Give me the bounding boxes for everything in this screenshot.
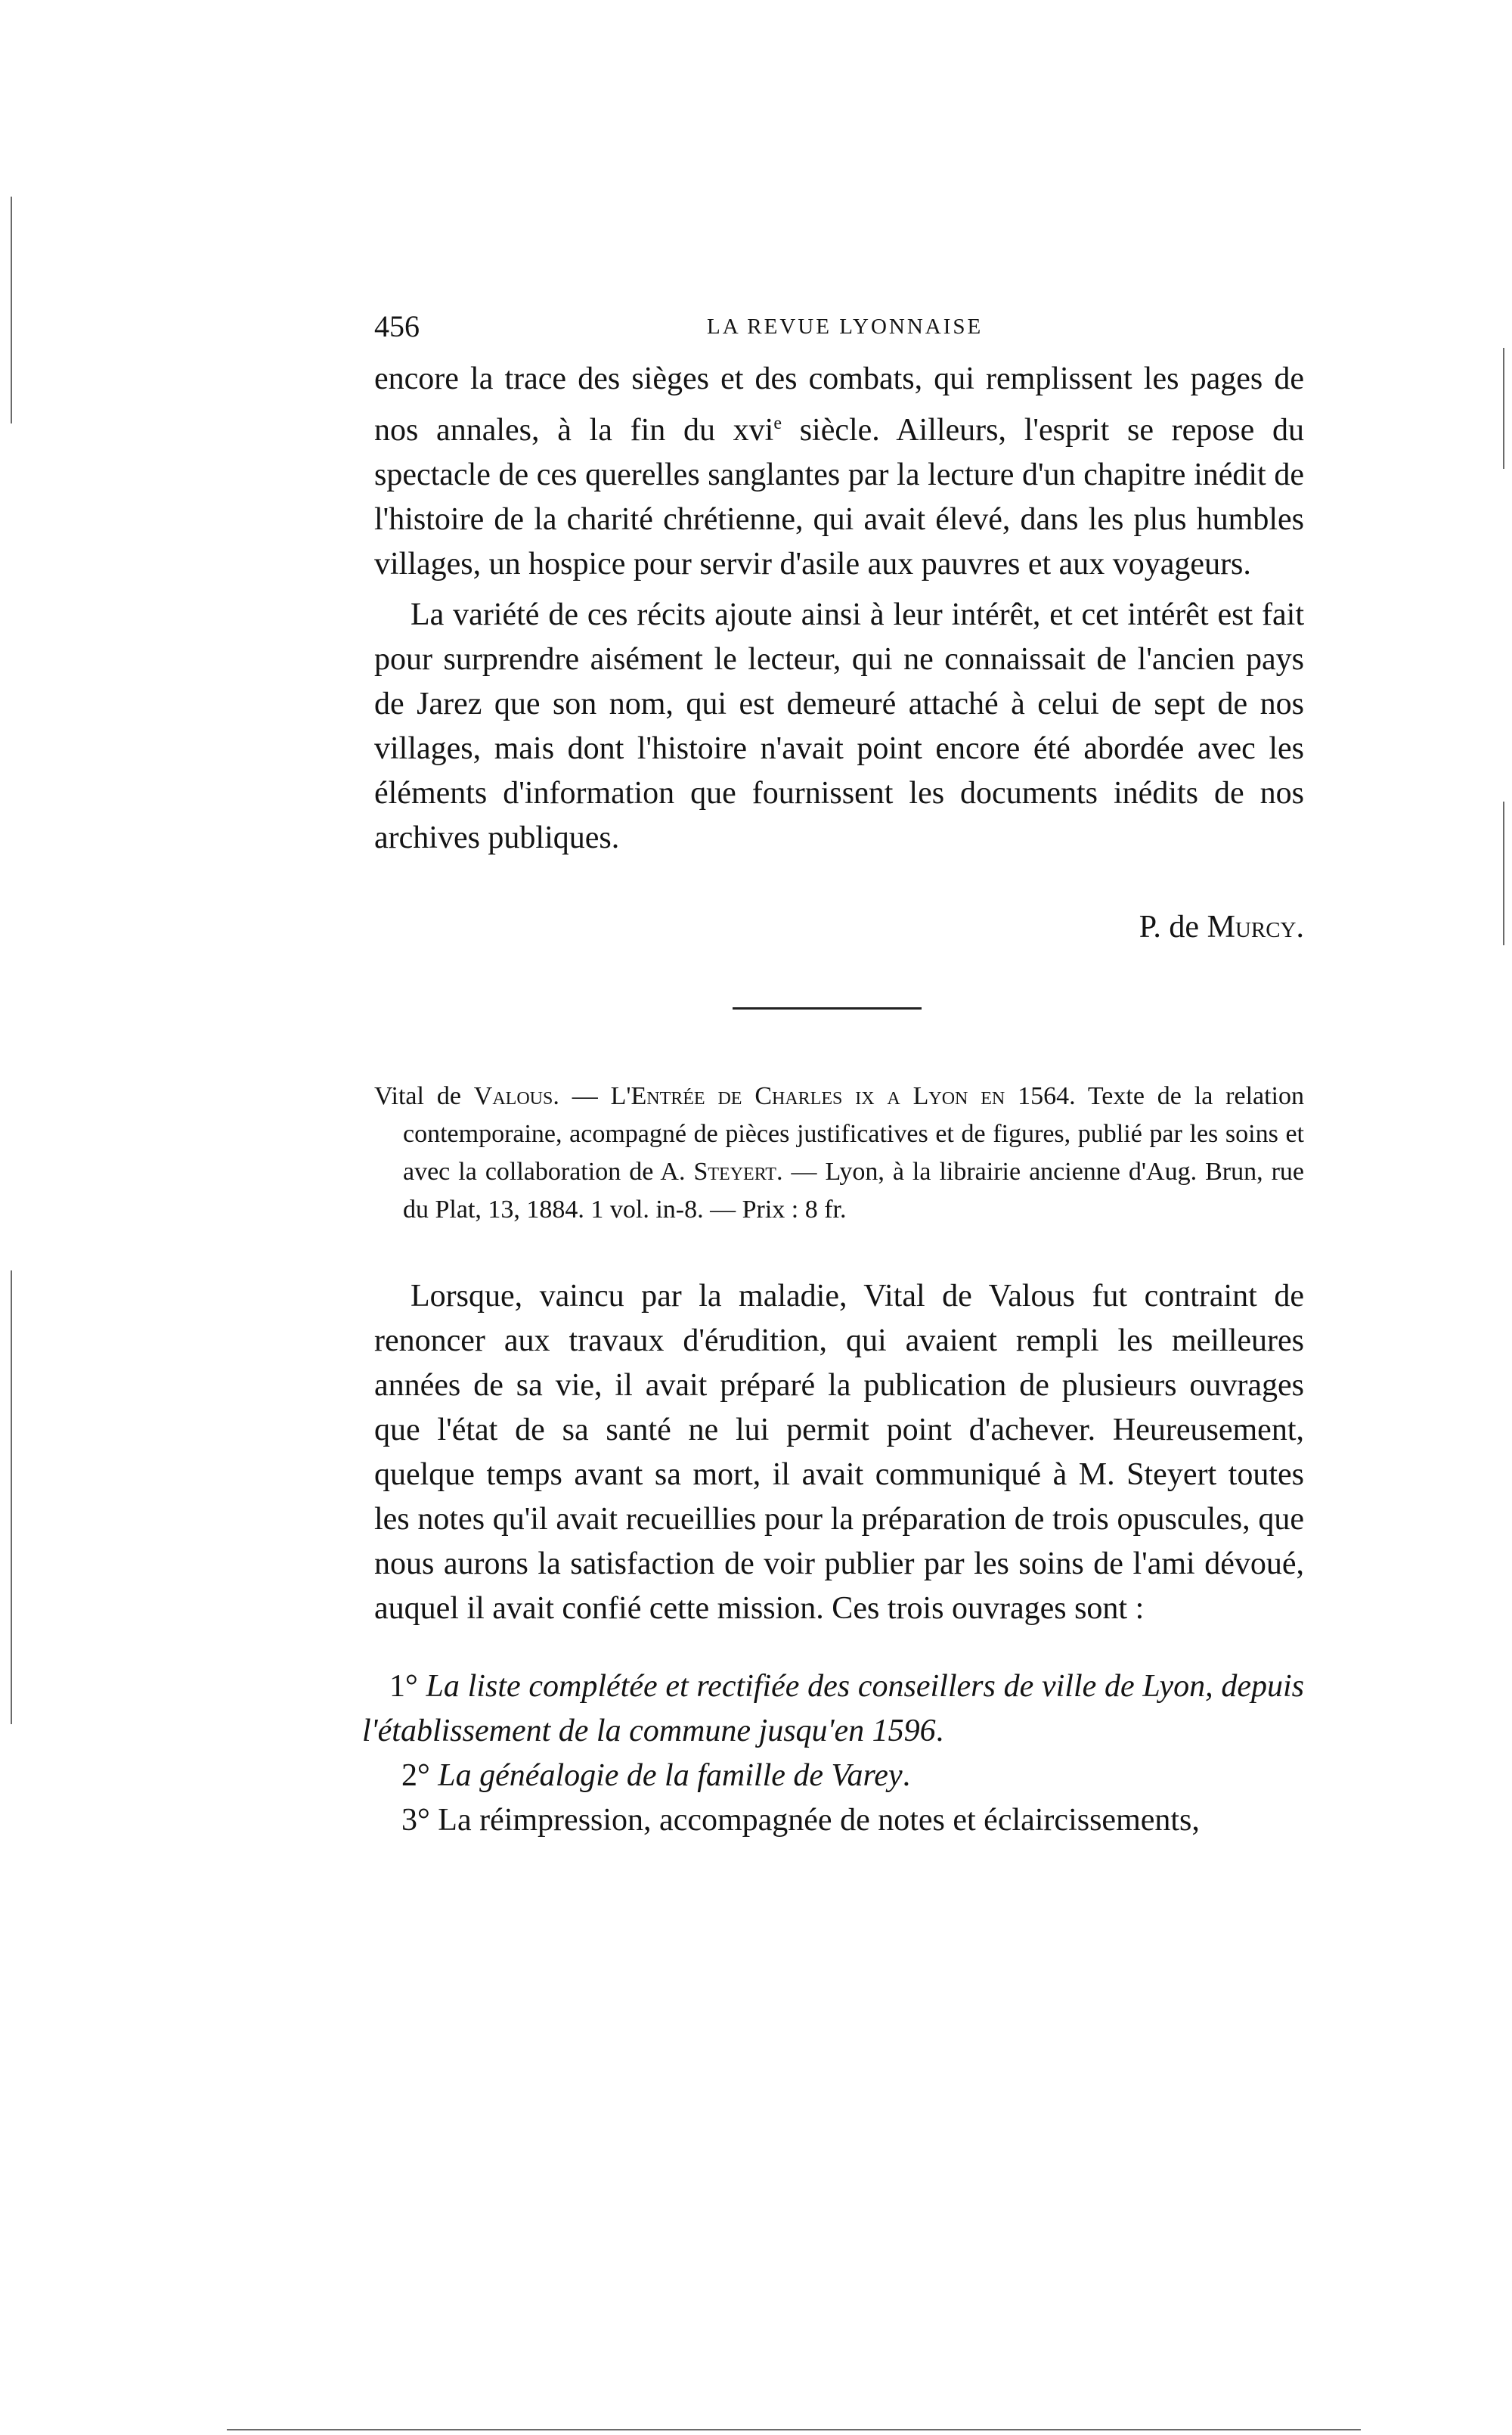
signature	[374, 909, 1304, 945]
signature-name: Murcy	[1207, 910, 1297, 945]
paragraph-variety: La variété de ces récits ajoute ainsi à leur intérêt, et cet intérêt est fait pour surprendre aisément le lecteur, qui ne connaissait de l'ancien pays de Jarez que son nom, qui est demeuré attaché à celui de sept de nos villages, mais dont l'histoire n'avait point encore été abordée avec les éléments d'information que fournissent les documents inédits de nos archives publiques.	[374, 597, 1304, 855]
section-divider	[733, 1007, 922, 1010]
signature-prefix: P. de	[1139, 910, 1207, 945]
century-superscript: e	[773, 414, 782, 433]
page-number: 456	[374, 309, 420, 343]
bib-year: 1564	[1005, 1082, 1070, 1110]
works-item-1	[362, 1664, 1304, 1754]
scan-margin-line-right	[1503, 348, 1504, 469]
paragraph-siege	[374, 357, 1304, 587]
bib-separator: . —	[553, 1082, 611, 1110]
bib-title: L'Entrée de Charles ix a Lyon en	[610, 1082, 1005, 1110]
scan-margin-line-left	[11, 197, 12, 423]
works-item-3	[374, 1798, 1304, 1843]
bib-collaborator: Steyert	[693, 1158, 776, 1186]
bib-author-prefix: Vital de	[374, 1082, 474, 1110]
bib-author-name: Valous	[473, 1082, 553, 1110]
signature-suffix: .	[1296, 910, 1304, 945]
works-item-2-title: La généalogie de la famille de Varey	[438, 1758, 903, 1793]
journal-title: LA REVUE LYONNAISE	[707, 315, 984, 339]
page	[362, 302, 1305, 1843]
running-head	[374, 302, 1304, 348]
works-list	[362, 1664, 1305, 1843]
works-item-2	[374, 1754, 1304, 1798]
works-item-1-end: .	[935, 1714, 944, 1748]
scan-margin-line-right-lower	[1503, 802, 1504, 945]
works-item-3-text: La réimpression, accompagnée de notes et éclaircissements,	[438, 1803, 1200, 1838]
works-item-3-number: 3°	[401, 1803, 430, 1838]
bibliography-entry	[374, 1078, 1304, 1229]
works-item-2-end: .	[902, 1758, 911, 1793]
paragraph-review: Lorsque, vaincu par la maladie, Vital de Valous fut contraint de renoncer aux travaux d'érudition, qui avaient rempli les meilleures années de sa vie, il avait préparé la publication de plusieurs ouvrages que l'état de sa santé ne lui permit point d'achever. Heureusement, quelque temps avant sa mort, il avait communiqué à M. Steyert toutes les notes qu'il avait recueillies pour la préparation de trois opuscules, que nous aurons la satisfaction de voir publier par les soins de l'ami dévoué, auquel il avait confié cette mission. Ces trois ouvrages sont :	[374, 1279, 1304, 1626]
paragraph-siege-rest: siècle. Ailleurs, l'esprit se repose du spectacle de ces querelles sanglantes par la lecture d'un chapitre inédit de l'histoire de la charité chrétienne, qui avait élevé, dans les plus humbles villages, un hospice pour servir d'asile aux pauvres et aux voyageurs.	[374, 413, 1304, 582]
works-item-1-title: La liste complétée et rectifiée des conseillers de ville de Lyon, depuis l'établissement de la commune jusqu'en 1596	[362, 1669, 1305, 1748]
works-item-2-number: 2°	[401, 1758, 430, 1793]
scan-margin-line-left-lower	[11, 1270, 12, 1724]
bib-publication: . — Lyon, à la librairie ancienne d'Aug. Brun, rue du Plat, 13, 1884. 1 vol. in-8. — Prix : 8 fr.	[403, 1158, 1304, 1224]
paragraph-siege-text: encore la trace des sièges et des combats, qui remplissent les pages de nos annales, à la fin du xvi	[374, 361, 1304, 448]
bib-description: . Texte de la relation contemporaine, acompagné de pièces justificatives et de figures, publié par les soins et avec la collaboration de A.	[403, 1082, 1304, 1186]
works-item-1-number: 1°	[389, 1669, 418, 1704]
scan-bottom-edge	[227, 2429, 1361, 2430]
